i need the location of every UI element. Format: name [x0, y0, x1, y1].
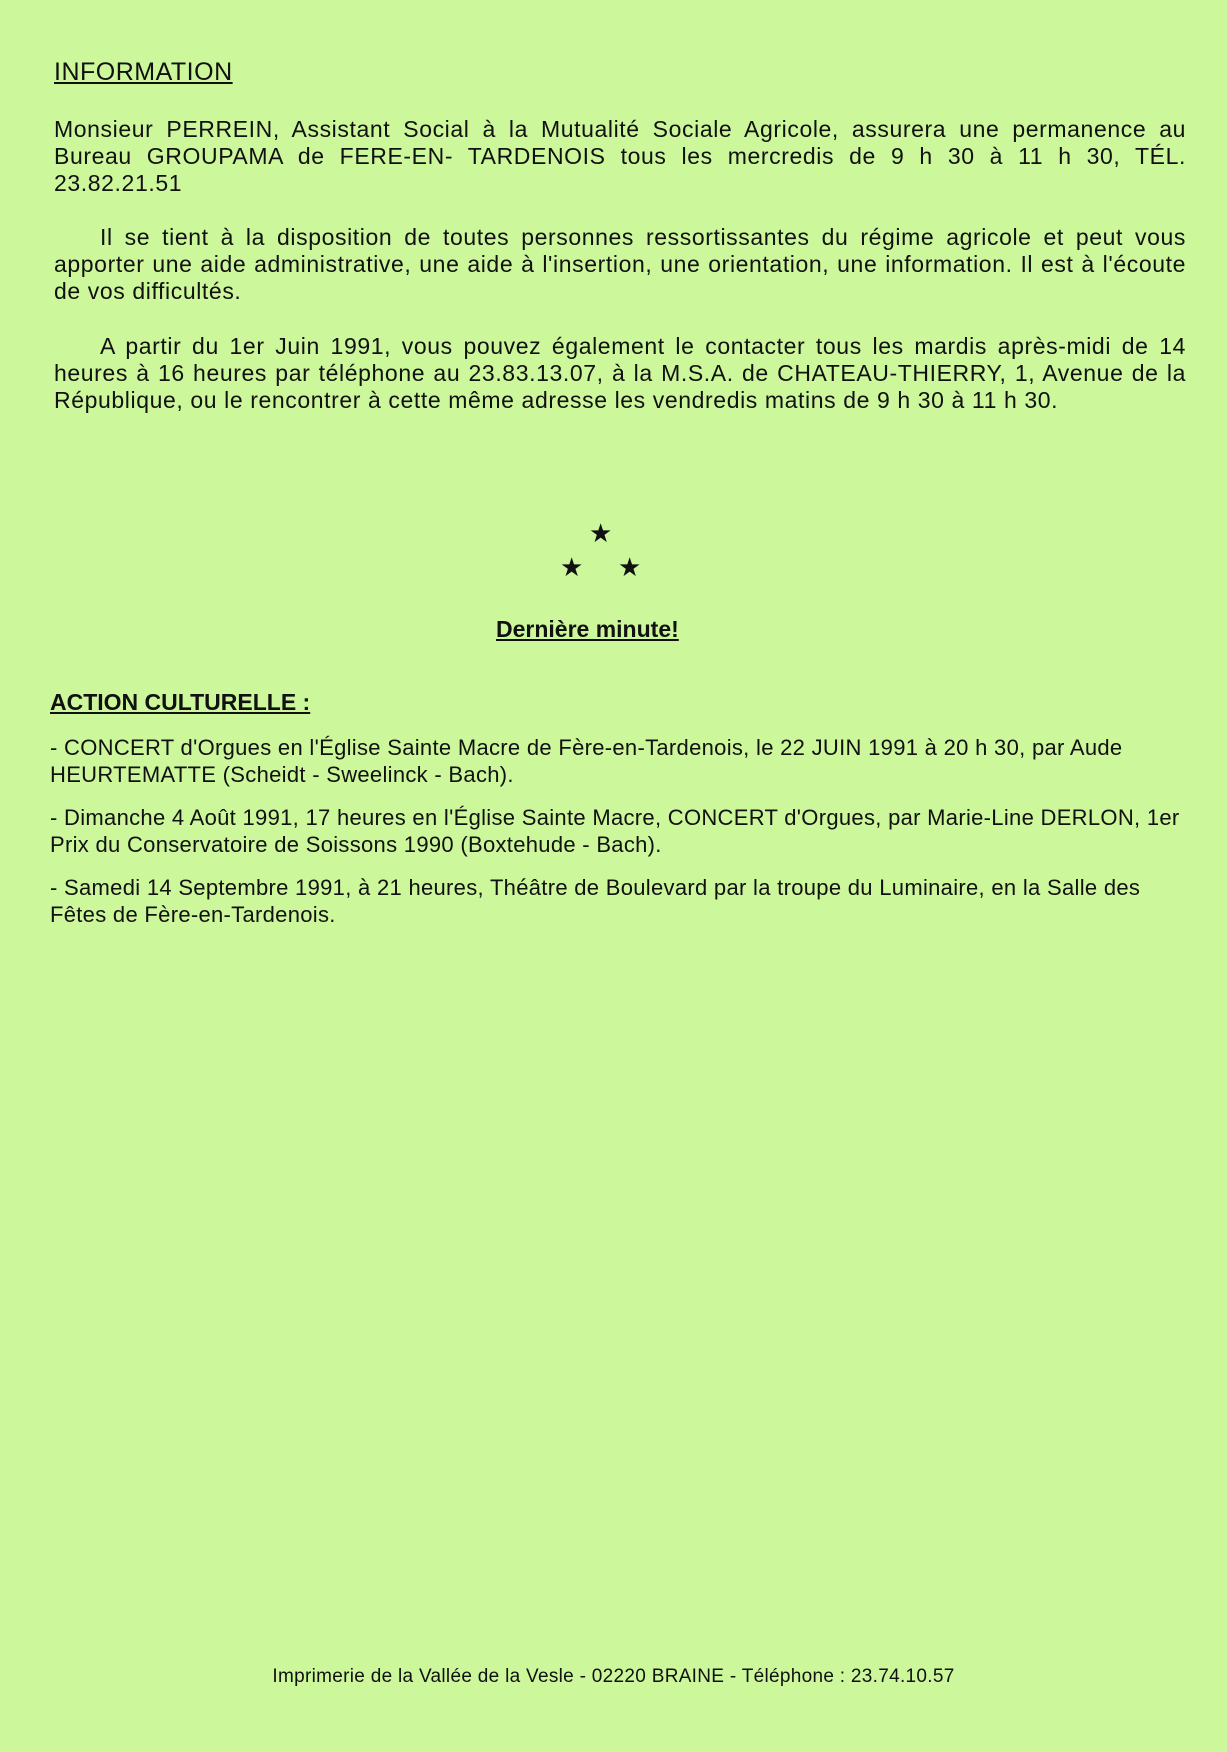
information-heading: INFORMATION	[54, 58, 233, 86]
asterism-separator	[560, 520, 680, 582]
action-culturelle-heading: ACTION CULTURELLE :	[50, 689, 311, 715]
star-icon: ★	[589, 518, 613, 548]
star-icon: ★	[560, 552, 584, 582]
printer-footer: Imprimerie de la Vallée de la Vesle - 02220 BRAINE - Téléphone : 23.74.10.57	[272, 1666, 955, 1687]
star-icon: ★	[618, 552, 642, 582]
event-list	[50, 734, 1186, 944]
event-item: - CONCERT d'Orgues en l'Église Sainte Macre de Fère-en-Tardenois, le 22 JUIN 1991 à 20 h 30, par Aude HEURTEMATTE (Scheidt - Sweelinck - Bach).	[50, 735, 1123, 787]
information-paragraph-3: A partir du 1er Juin 1991, vous pouvez également le contacter tous les mardis après-midi de 14 heures à 16 heures par téléphone au 23.83.13.07, à la M.S.A. de CHATEAU-THIERRY, 1, Avenue de la République, ou le rencontrer à cette même adresse les vendredis matins de 9 h 30 à 11 h 30.	[54, 333, 1186, 413]
information-paragraph-2: Il se tient à la disposition de toutes personnes ressortissantes du régime agricole et peut vous apporter une aide administrative, une aide à l'insertion, une orientation, une information. Il est à l'écoute de vos difficultés.	[54, 224, 1186, 304]
last-minute-heading: Dernière minute!	[496, 616, 679, 642]
event-item: - Samedi 14 Septembre 1991, à 21 heures, Théâtre de Boulevard par la troupe du Luminaire, en la Salle des Fêtes de Fère-en-Tardenois.	[50, 875, 1141, 927]
event-item: - Dimanche 4 Août 1991, 17 heures en l'Église Sainte Macre, CONCERT d'Orgues, par Marie-Line DERLON, 1er Prix du Conservatoire de Soissons 1990 (Boxtehude - Bach).	[50, 805, 1180, 857]
information-paragraph-1: Monsieur PERREIN, Assistant Social à la Mutualité Sociale Agricole, assurera une permanence au Bureau GROUPAMA de FERE-EN- TARDENOIS tous les mercredis de 9 h 30 à 11 h 30, TÉL. 23.82.21.51	[54, 116, 1186, 196]
